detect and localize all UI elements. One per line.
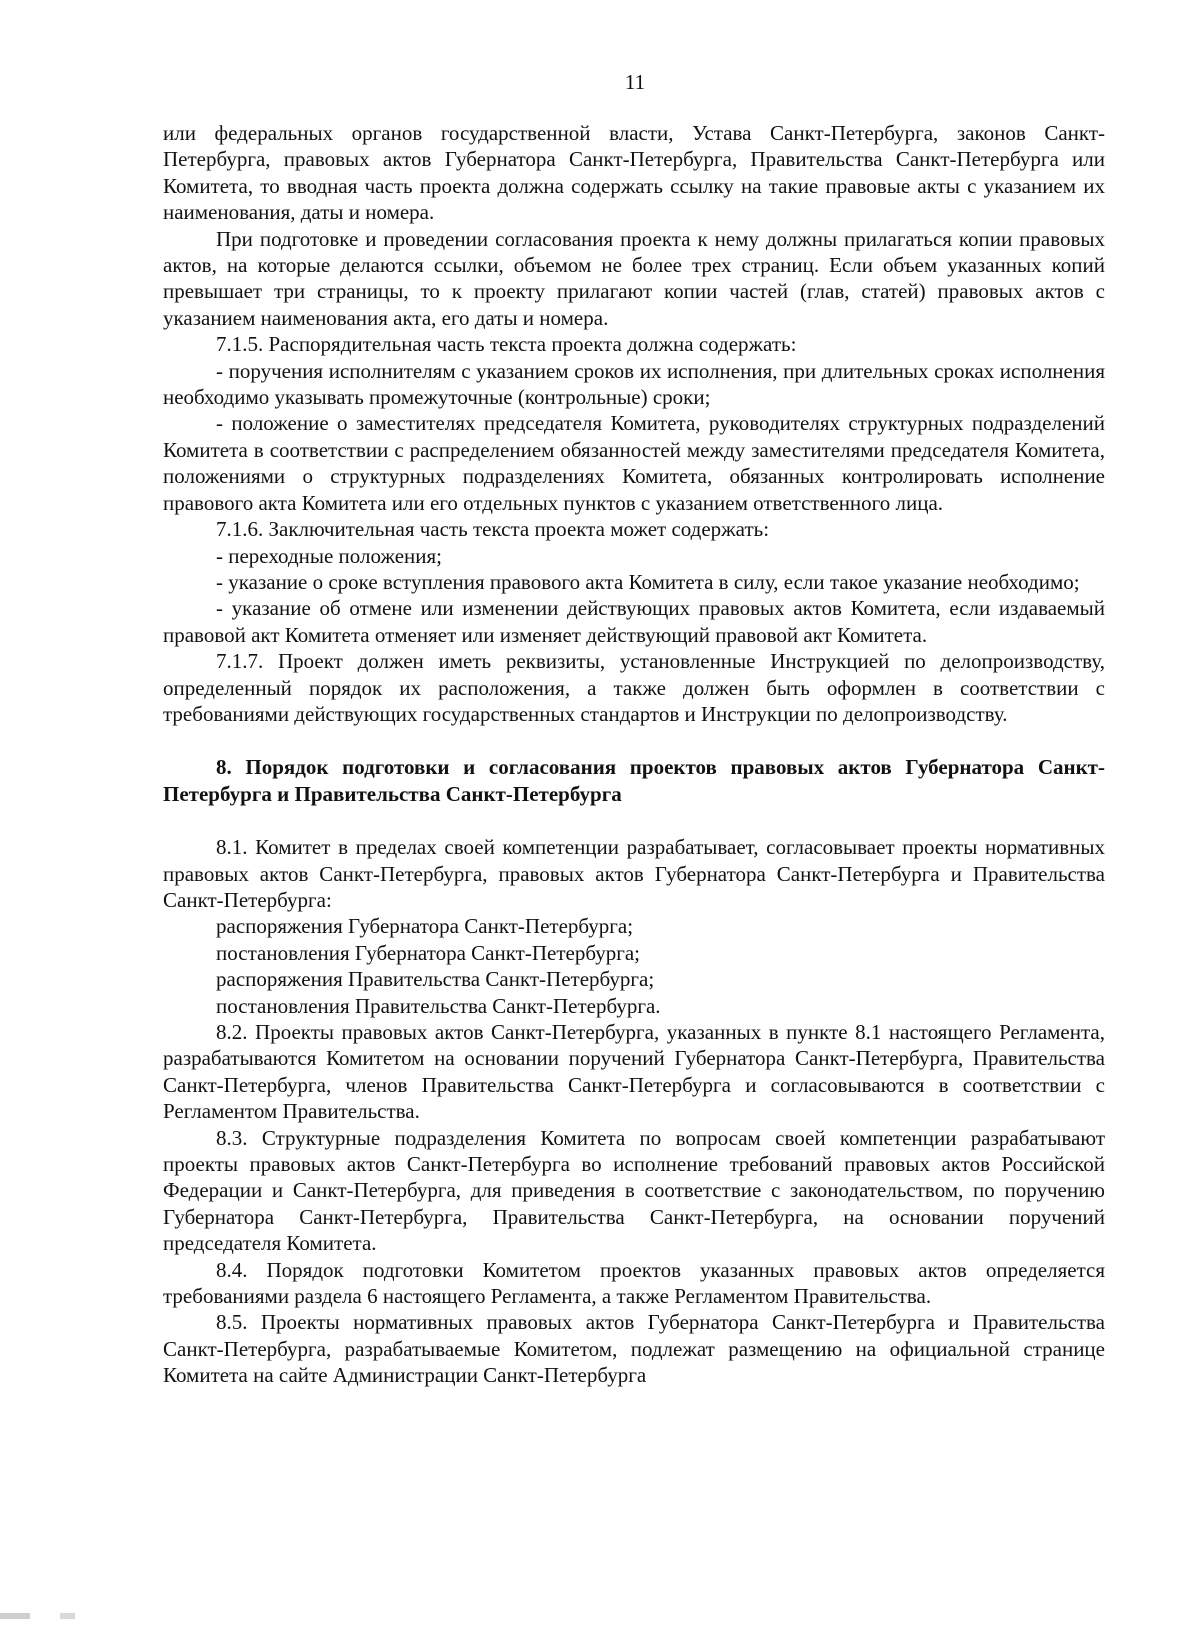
list-item-act-type: распоряжения Правительства Санкт-Петербурга; xyxy=(216,967,655,992)
paragraph-8-1: 8.1. Комитет в пределах своей компетенции разрабатывает, согласовывает проекты нормативных правовых актов Санкт-Петербурга, правовых актов Губернатора Санкт-Петербурга и Правительства Санкт-Петербурга: xyxy=(163,835,1105,912)
paragraph-7-1-5: 7.1.5. Распорядительная часть текста проекта должна содержать: xyxy=(216,332,797,357)
paragraph-continuation: или федеральных органов государственной власти, Устава Санкт-Петербурга, законов Санкт-Петербурга, правовых актов Губернатора Санкт-Петербурга, Правительства Санкт-Петербурга или Комитета, то вводная часть проекта должна содержать ссылку на такие правовые акты с указанием их наименования, даты и номера. xyxy=(163,121,1105,225)
list-item-entry-into-force: - указание о сроке вступления правового акта Комитета в силу, если такое указание необходимо; xyxy=(216,569,1080,594)
list-item-instructions: - поручения исполнителям с указанием сроков их исполнения, при длительных сроках исполнения необходимо указывать промежуточные (контрольные) сроки; xyxy=(163,358,1105,410)
list-item-act-type: распоряжения Губернатора Санкт-Петербурга; xyxy=(216,914,634,939)
list-item-act-type: постановления Правительства Санкт-Петербурга. xyxy=(216,993,661,1018)
document-body xyxy=(163,120,1105,1389)
paragraph-copies-attachment: При подготовке и проведении согласования проекта к нему должны прилагаться копии правовых актов, на которые делаются ссылки, объемом не более трех страниц. Если объем указанных копий превышает три страницы, то к проекту прилагают копии частей (глав, статей) правовых актов с указанием наименования акта, его даты и номера. xyxy=(163,226,1105,330)
scan-artifact xyxy=(0,1613,120,1619)
paragraph-8-2: 8.2. Проекты правовых актов Санкт-Петербурга, указанных в пункте 8.1 настоящего Регламента, разрабатываются Комитетом на основании поручений Губернатора Санкт-Петербурга, Правительства Санкт-Петербурга, членов Правительства Санкт-Петербурга и согласовываются в соответствии с Регламентом Правительства. xyxy=(163,1020,1105,1124)
paragraph-7-1-6: 7.1.6. Заключительная часть текста проекта может содержать: xyxy=(216,517,770,542)
paragraph-7-1-7: 7.1.7. Проект должен иметь реквизиты, установленные Инструкцией по делопроизводству, определенный порядок их расположения, а также должен быть оформлен в соответствии с требованиями действующих государственных стандартов и Инструкции по делопроизводству. xyxy=(163,649,1105,726)
list-item-repeal: - указание об отмене или изменении действующих правовых актов Комитета, если издаваемый правовой акт Комитета отменяет или изменяет действующий правовой акт Комитета. xyxy=(163,596,1105,647)
list-item-act-type: постановления Губернатора Санкт-Петербурга; xyxy=(216,940,640,965)
paragraph-8-5: 8.5. Проекты нормативных правовых актов Губернатора Санкт-Петербурга и Правительства Санкт-Петербурга, разрабатываемые Комитетом, подлежат размещению на официальной странице Комитета на сайте Администрации Санкт-Петербурга xyxy=(163,1310,1105,1388)
list-item-transitional: - переходные положения; xyxy=(216,543,442,568)
list-item-deputies: - положение о заместителях председателя Комитета, руководителях структурных подразделений Комитета в соответствии с распределением обязанностей между заместителями председателя Комитета, положениями о структурных подразделениях Комитета, обязанных контролировать исполнение правового акта Комитета или его отдельных пунктов с указанием ответственного лица. xyxy=(163,411,1105,515)
page-number: 11 xyxy=(624,70,646,94)
section-heading-8: 8. Порядок подготовки и согласования проектов правовых актов Губернатора Санкт-Петербурга и Правительства Санкт-Петербурга xyxy=(163,755,1105,806)
paragraph-8-3: 8.3. Структурные подразделения Комитета по вопросам своей компетенции разрабатывают проекты правовых актов Санкт-Петербурга во исполнение требований правовых актов Российской Федерации и Санкт-Петербурга, для приведения в соответствие с законодательством, по поручению Губернатора Санкт-Петербурга, Правительства Санкт-Петербурга, на основании поручений председателя Комитета. xyxy=(163,1125,1105,1256)
paragraph-8-4: 8.4. Порядок подготовки Комитетом проектов указанных правовых актов определяется требованиями раздела 6 настоящего Регламента, а также Регламентом Правительства. xyxy=(163,1257,1105,1309)
